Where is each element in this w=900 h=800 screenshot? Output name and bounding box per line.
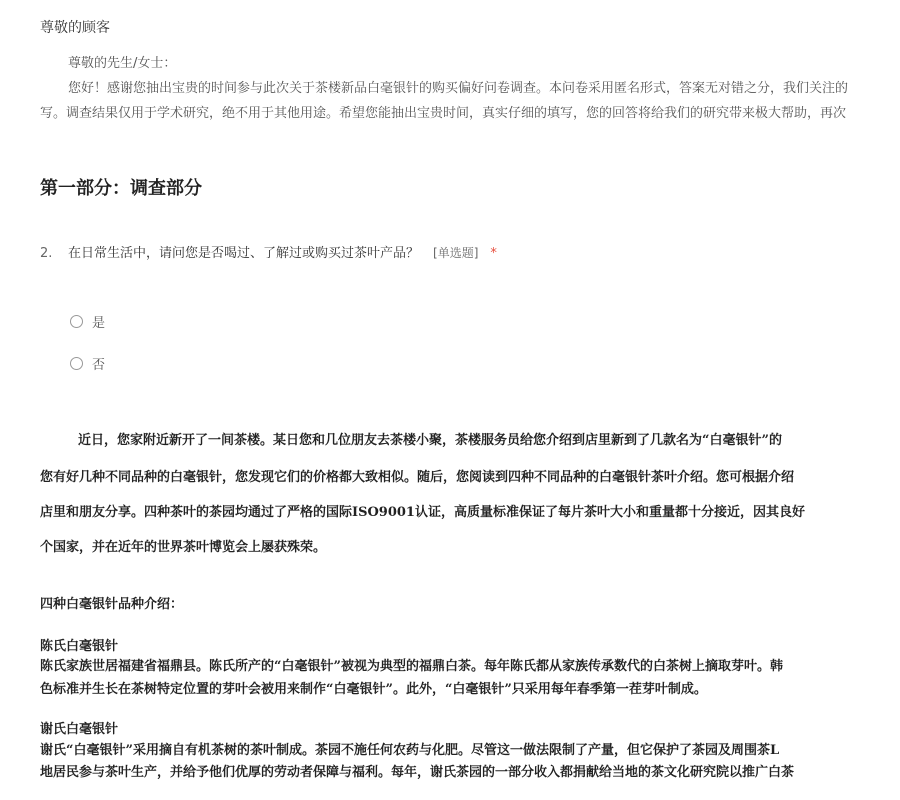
- option-label: 是: [92, 316, 106, 331]
- question-2: [40, 242, 900, 261]
- required-mark: *: [490, 246, 497, 261]
- scenario-line-4: 个国家，并在近年的世界茶叶博览会上屡获殊荣。: [40, 540, 327, 555]
- intro-salutation: 尊敬的先生/女士：: [68, 56, 177, 71]
- intro-paragraph-line-1: 您好！感谢您抽出宝贵的时间参与此次关于茶楼新品白毫银针的购买偏好问卷调查。本问卷采用匿名形式，答案无对错之分，我们关注的: [68, 81, 849, 96]
- section-title: 第一部分：调查部分: [40, 178, 202, 199]
- radio-circle-icon[interactable]: [70, 315, 83, 328]
- option-label: 否: [92, 358, 106, 373]
- option-no[interactable]: [70, 354, 105, 373]
- option-yes[interactable]: [70, 312, 105, 331]
- scenario-line-2: 您有好几种不同品种的白毫银针，您发现它们的价格都大致相似。随后，您阅读到四种不同品种的白毫银针茶叶介绍。您可根据介绍: [40, 470, 795, 485]
- question-text: 在日常生活中，请问您是否喝过、了解过或购买过茶叶产品？: [68, 246, 420, 261]
- scenario-line-3: 店里和朋友分享。四种茶叶的茶园均通过了严格的国际ISO9001认证，高质量标准保证了每片茶叶大小和重量都十分接近，因其良好: [40, 505, 805, 520]
- brand-title-xie: 谢氏白毫银针: [40, 722, 119, 737]
- brand-desc-chen-line-1: 陈氏家族世居福建省福鼎县。陈氏所产的“白毫银针”被视为典型的福鼎白茶。每年陈氏都从家族传承数代的白茶树上摘取芽叶。韩: [40, 659, 783, 674]
- brand-title-chen: 陈氏白毫银针: [40, 639, 119, 654]
- scenario-line-1: 近日，您家附近新开了一间茶楼。某日您和几位朋友去茶楼小聚，茶楼服务员给您介绍到店里新到了几款名为“白毫银针”的: [78, 433, 782, 448]
- greeting-title: 尊敬的顾客: [40, 20, 110, 36]
- brand-desc-xie-line-1: 谢氏“白毫银针”采用摘自有机茶树的茶叶制成。茶园不施任何农药与化肥。尽管这一做法限制了产量，但它保护了茶园及周围茶L: [40, 743, 780, 758]
- intro-paragraph-line-2: 写。调查结果仅用于学术研究，绝不用于其他用途。希望您能抽出宝贵时间，真实仔细的填写，您的回答将给我们的研究带来极大帮助，再次: [40, 106, 847, 121]
- varieties-heading: 四种白毫银针品种介绍：: [40, 597, 184, 612]
- radio-circle-icon[interactable]: [70, 357, 83, 370]
- brand-desc-chen-line-2: 色标准并生长在茶树特定位置的芽叶会被用来制作“白毫银针”。此外，“白毫银针”只采用每年春季第一茬芽叶制成。: [40, 682, 707, 697]
- question-number: 2.: [40, 246, 53, 261]
- brand-desc-xie-line-2: 地居民参与茶叶生产，并给予他们优厚的劳动者保障与福利。每年，谢氏茶园的一部分收入都捐献给当地的茶文化研究院以推广白茶: [40, 765, 795, 780]
- question-type-tag: [单选题]: [433, 246, 479, 260]
